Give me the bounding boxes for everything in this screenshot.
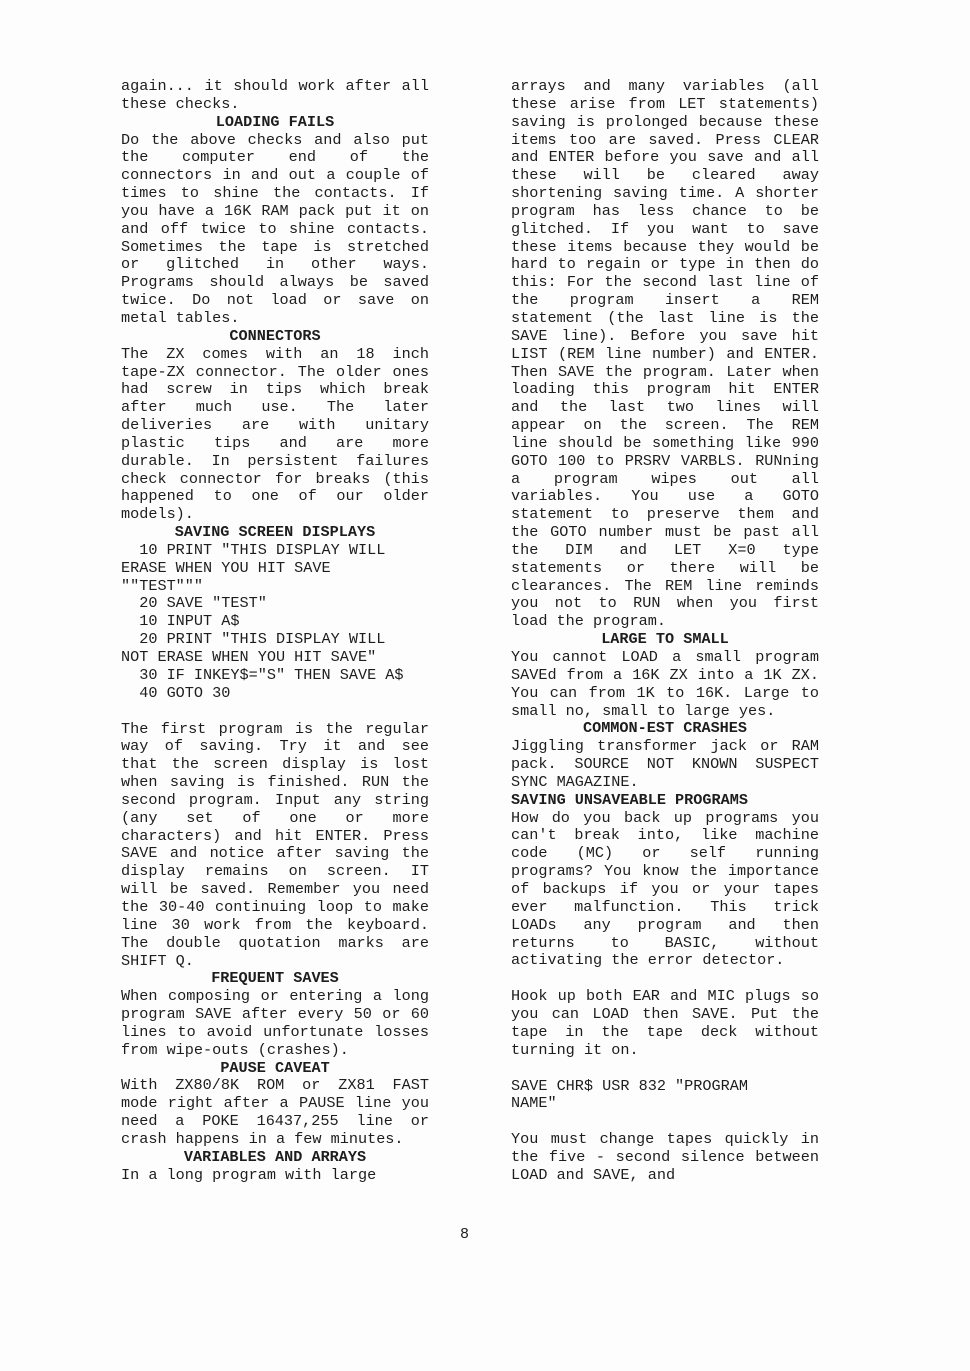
code-line: 30 IF INKEY$="S" THEN SAVE A$	[121, 665, 404, 684]
left-column	[121, 78, 429, 1184]
blank-line	[511, 1060, 819, 1078]
code-line: ""TEST"""	[121, 576, 204, 595]
blank-line	[511, 970, 819, 988]
section-heading: COMMON-EST CRASHES	[582, 719, 748, 738]
section-heading: VARIABLES AND ARRAYS	[183, 1147, 367, 1166]
code-line: 20 PRINT "THIS DISPLAY WILL	[121, 630, 386, 649]
paragraph: arrays and many variables (all these arise from LET statements) saving is prolonged because these items too are saved. Press CLEAR and ENTER before you save and all these will be cleared away shortening saving time. A shorter program has less chance to be glitched. If you want to save these items because they would be hard to regain or type in then do this: For the second last line of the program insert a REM statement (the last line is the SAVE line). Before you save hit LIST (REM line number) and ENTER. Then SAVE the program. Later when loading this program hit ENTER and the last two lines will appear on the screen. The REM line should be something like 990 GOTO 100 to PRSRV VARBLS. RUNning a program wipes out all variables. You use a GOTO statement to preserve them and the GOTO number must be past all the DIM and LET X=0 type statements or there will be clearances. The REM line reminds you not to RUN when you first load the program.	[511, 77, 819, 631]
code-line: 40 GOTO 30	[121, 683, 231, 702]
blank-line	[511, 1113, 819, 1131]
paragraph: You must change tapes quickly in the five - second silence between LOAD and SAVE, and	[511, 1130, 819, 1184]
paragraph: The ZX comes with an 18 inch tape-ZX connector. The older ones had screw in tips which break after much use. The later deliveries are with unitary plastic tips and are more durable. In persistent failures check connector for breaks (this happened to one of our older models).	[121, 344, 429, 524]
section-heading: SAVING SCREEN DISPLAYS	[174, 523, 376, 542]
paragraph: again... it should work after all these checks.	[121, 77, 429, 113]
paragraph: Jiggling transformer jack or RAM pack. SOURCE NOT KNOWN SUSPECT SYNC MAGAZINE.	[511, 737, 819, 791]
paragraph: Hook up both EAR and MIC plugs so you can LOAD then SAVE. Put the tape in the tape deck without turning it on.	[511, 987, 819, 1059]
paragraph: Do the above checks and also put the computer end of the connectors in and out a couple of times to shine the contacts. If you have a 16K RAM pack put it on and off twice to shine contacts. Sometimes the tape is stretched or glitched in other ways. Programs should always be saved twice. Do not load or save on metal tables.	[121, 130, 429, 327]
code-line: ERASE WHEN YOU HIT SAVE	[121, 558, 331, 577]
code-line: NAME"	[511, 1094, 557, 1113]
section-heading: FREQUENT SAVES	[211, 969, 339, 988]
code-line: NOT ERASE WHEN YOU HIT SAVE"	[121, 648, 377, 666]
paragraph: How do you back up programs you can't break into, like machine code (MC) or self running programs? You know the importance of backups if you or your tapes ever malfunction. This trick LOADs any program and then returns to BASIC, without activating the error detector.	[511, 808, 819, 970]
code-line: SAVE CHR$ USR 832 "PROGRAM	[511, 1076, 748, 1095]
code-line: 10 PRINT "THIS DISPLAY WILL	[121, 540, 386, 559]
section-heading: PAUSE CAVEAT	[220, 1058, 330, 1077]
code-line: 20 SAVE "TEST"	[121, 594, 267, 613]
right-column	[511, 78, 819, 1185]
page-number: 8	[460, 1226, 470, 1243]
section-heading: CONNECTORS	[229, 326, 321, 345]
paragraph: You cannot LOAD a small program SAVEd from a 16K ZX into a 1K ZX. You can from 1K to 16K. Large to small no, small to large yes.	[511, 648, 819, 720]
paragraph: The first program is the regular way of saving. Try it and see that the screen display is lost when saving is finished. RUN the second program. Input any string (any set of one or more characters) and hit ENTER. Press SAVE and notice after saving the display remains on screen. IT will be saved. Remember you need the 30-40 continuing loop to make line 30 work from the keyboard. The double quotation marks are SHIFT Q.	[121, 719, 429, 970]
section-heading: SAVING UNSAVEABLE PROGRAMS	[511, 790, 748, 809]
paragraph: In a long program with large	[121, 1165, 377, 1184]
section-heading: LARGE TO SMALL	[601, 630, 729, 649]
paragraph: When composing or entering a long program SAVE after every 50 or 60 lines to avoid unfortunate losses from wipe-outs (crashes).	[121, 987, 429, 1059]
paragraph: With ZX80/8K ROM or ZX81 FAST mode right after a PAUSE line you need a POKE 16437,255 line or crash happens in a few minutes.	[121, 1076, 429, 1148]
section-heading: LOADING FAILS	[215, 112, 335, 131]
blank-line	[121, 703, 429, 721]
code-line: 10 INPUT A$	[121, 612, 240, 631]
